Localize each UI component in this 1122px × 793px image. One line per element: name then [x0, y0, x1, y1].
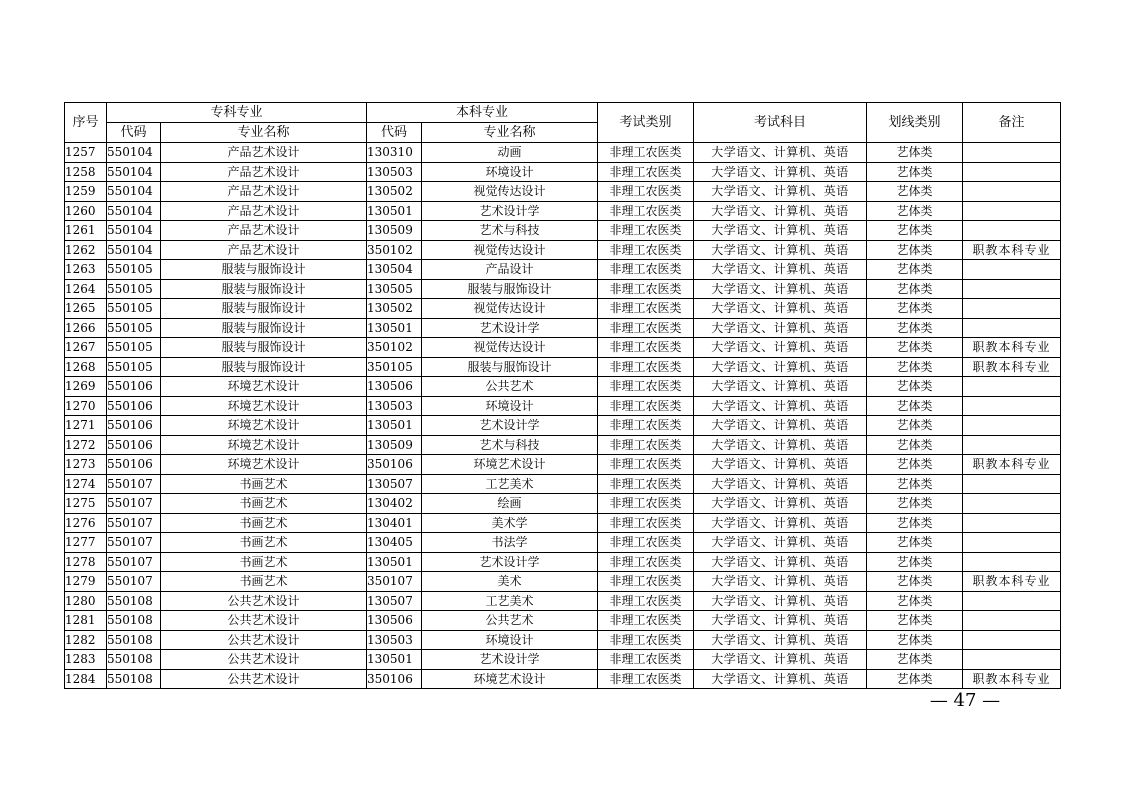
table-row [65, 630, 1061, 650]
row-zhuanke-code: 550105 [107, 279, 161, 299]
row-zhuanke-code: 550106 [107, 416, 161, 436]
table-row [65, 260, 1061, 280]
row-line-type: 艺体类 [867, 474, 963, 494]
row-line-type: 艺体类 [867, 299, 963, 319]
row-zhuanke-name: 产品艺术设计 [161, 221, 367, 241]
row-zhuanke-name: 产品艺术设计 [161, 201, 367, 221]
row-exam-type: 非理工农医类 [598, 338, 694, 358]
row-exam-subjects: 大学语文、计算机、英语 [694, 474, 867, 494]
row-zhuanke-name: 产品艺术设计 [161, 143, 367, 163]
row-line-type: 艺体类 [867, 533, 963, 553]
row-benke-name: 视觉传达设计 [422, 182, 598, 202]
row-zhuanke-code: 550108 [107, 650, 161, 670]
row-exam-subjects: 大学语文、计算机、英语 [694, 240, 867, 260]
row-benke-name: 艺术设计学 [422, 318, 598, 338]
row-benke-name: 书法学 [422, 533, 598, 553]
table-row [65, 435, 1061, 455]
row-exam-subjects: 大学语文、计算机、英语 [694, 416, 867, 436]
row-exam-type: 非理工农医类 [598, 260, 694, 280]
row-zhuanke-name: 环境艺术设计 [161, 416, 367, 436]
row-zhuanke-code: 550105 [107, 299, 161, 319]
row-benke-code: 130509 [367, 221, 422, 241]
row-benke-code: 130501 [367, 318, 422, 338]
row-zhuanke-name: 公共艺术设计 [161, 669, 367, 689]
row-seq: 1261 [65, 221, 107, 241]
row-line-type: 艺体类 [867, 630, 963, 650]
row-line-type: 艺体类 [867, 611, 963, 631]
table-row [65, 318, 1061, 338]
row-line-type: 艺体类 [867, 240, 963, 260]
row-note [963, 533, 1061, 553]
row-line-type: 艺体类 [867, 201, 963, 221]
row-benke-name: 美术学 [422, 513, 598, 533]
row-zhuanke-code: 550107 [107, 533, 161, 553]
row-exam-subjects: 大学语文、计算机、英语 [694, 182, 867, 202]
row-note: 职教本科专业 [963, 357, 1061, 377]
row-zhuanke-code: 550104 [107, 240, 161, 260]
row-benke-name: 艺术与科技 [422, 435, 598, 455]
row-zhuanke-name: 公共艺术设计 [161, 611, 367, 631]
row-exam-subjects: 大学语文、计算机、英语 [694, 591, 867, 611]
row-exam-type: 非理工农医类 [598, 201, 694, 221]
row-note: 职教本科专业 [963, 455, 1061, 475]
row-note [963, 201, 1061, 221]
row-line-type: 艺体类 [867, 377, 963, 397]
row-zhuanke-name: 公共艺术设计 [161, 630, 367, 650]
row-zhuanke-code: 550106 [107, 455, 161, 475]
row-note [963, 318, 1061, 338]
row-seq: 1277 [65, 533, 107, 553]
table-row [65, 669, 1061, 689]
row-note [963, 299, 1061, 319]
row-seq: 1276 [65, 513, 107, 533]
table-row [65, 552, 1061, 572]
row-zhuanke-name: 产品艺术设计 [161, 182, 367, 202]
row-exam-type: 非理工农医类 [598, 611, 694, 631]
row-benke-name: 绘画 [422, 494, 598, 514]
row-seq: 1283 [65, 650, 107, 670]
table-row [65, 396, 1061, 416]
row-exam-subjects: 大学语文、计算机、英语 [694, 221, 867, 241]
row-exam-type: 非理工农医类 [598, 494, 694, 514]
row-seq: 1272 [65, 435, 107, 455]
row-exam-type: 非理工农医类 [598, 650, 694, 670]
row-note [963, 591, 1061, 611]
row-zhuanke-code: 550108 [107, 669, 161, 689]
row-benke-name: 服装与服饰设计 [422, 279, 598, 299]
row-line-type: 艺体类 [867, 357, 963, 377]
row-benke-code: 130503 [367, 396, 422, 416]
table-row [65, 162, 1061, 182]
row-zhuanke-name: 环境艺术设计 [161, 396, 367, 416]
table-row [65, 299, 1061, 319]
row-note [963, 552, 1061, 572]
row-zhuanke-name: 环境艺术设计 [161, 377, 367, 397]
row-note [963, 494, 1061, 514]
row-exam-type: 非理工农医类 [598, 221, 694, 241]
table-body [65, 143, 1061, 689]
row-zhuanke-name: 服装与服饰设计 [161, 318, 367, 338]
row-seq: 1282 [65, 630, 107, 650]
row-exam-subjects: 大学语文、计算机、英语 [694, 435, 867, 455]
row-line-type: 艺体类 [867, 435, 963, 455]
row-seq: 1274 [65, 474, 107, 494]
table-row [65, 572, 1061, 592]
row-seq: 1284 [65, 669, 107, 689]
row-seq: 1257 [65, 143, 107, 163]
row-benke-code: 130503 [367, 162, 422, 182]
row-seq: 1271 [65, 416, 107, 436]
row-zhuanke-code: 550107 [107, 494, 161, 514]
row-zhuanke-code: 550107 [107, 572, 161, 592]
row-exam-type: 非理工农医类 [598, 299, 694, 319]
row-benke-name: 艺术设计学 [422, 650, 598, 670]
row-benke-code: 130506 [367, 377, 422, 397]
row-exam-subjects: 大学语文、计算机、英语 [694, 260, 867, 280]
table-row [65, 650, 1061, 670]
row-note [963, 611, 1061, 631]
row-zhuanke-name: 书画艺术 [161, 494, 367, 514]
row-zhuanke-name: 公共艺术设计 [161, 591, 367, 611]
row-zhuanke-code: 550107 [107, 513, 161, 533]
row-benke-name: 公共艺术 [422, 377, 598, 397]
row-zhuanke-name: 服装与服饰设计 [161, 279, 367, 299]
header-seq: 序号 [65, 103, 107, 143]
row-note [963, 513, 1061, 533]
row-zhuanke-code: 550105 [107, 338, 161, 358]
row-benke-name: 环境艺术设计 [422, 669, 598, 689]
row-zhuanke-code: 550104 [107, 201, 161, 221]
row-zhuanke-code: 550105 [107, 318, 161, 338]
row-benke-code: 350106 [367, 455, 422, 475]
header-benke: 本科专业 [367, 103, 598, 123]
row-zhuanke-name: 公共艺术设计 [161, 650, 367, 670]
row-line-type: 艺体类 [867, 552, 963, 572]
row-zhuanke-code: 550104 [107, 221, 161, 241]
row-zhuanke-code: 550107 [107, 552, 161, 572]
row-seq: 1273 [65, 455, 107, 475]
row-exam-subjects: 大学语文、计算机、英语 [694, 630, 867, 650]
table-row [65, 143, 1061, 163]
header-benke-name: 专业名称 [422, 123, 598, 143]
table-row [65, 455, 1061, 475]
row-zhuanke-code: 550105 [107, 357, 161, 377]
row-zhuanke-name: 环境艺术设计 [161, 435, 367, 455]
row-seq: 1260 [65, 201, 107, 221]
row-note: 职教本科专业 [963, 338, 1061, 358]
row-benke-name: 视觉传达设计 [422, 299, 598, 319]
table-header [65, 103, 1061, 143]
row-exam-type: 非理工农医类 [598, 513, 694, 533]
row-note [963, 182, 1061, 202]
row-line-type: 艺体类 [867, 338, 963, 358]
row-line-type: 艺体类 [867, 396, 963, 416]
row-benke-code: 130501 [367, 552, 422, 572]
row-benke-name: 工艺美术 [422, 474, 598, 494]
row-zhuanke-name: 环境艺术设计 [161, 455, 367, 475]
row-note [963, 279, 1061, 299]
row-note [963, 396, 1061, 416]
row-line-type: 艺体类 [867, 182, 963, 202]
table-row [65, 591, 1061, 611]
row-zhuanke-code: 550105 [107, 260, 161, 280]
row-zhuanke-name: 书画艺术 [161, 552, 367, 572]
row-benke-name: 环境设计 [422, 396, 598, 416]
row-exam-subjects: 大学语文、计算机、英语 [694, 318, 867, 338]
row-benke-name: 美术 [422, 572, 598, 592]
table-row [65, 611, 1061, 631]
row-benke-name: 工艺美术 [422, 591, 598, 611]
row-benke-name: 环境设计 [422, 630, 598, 650]
row-exam-type: 非理工农医类 [598, 552, 694, 572]
row-exam-subjects: 大学语文、计算机、英语 [694, 357, 867, 377]
row-zhuanke-name: 书画艺术 [161, 474, 367, 494]
row-note [963, 416, 1061, 436]
table-row [65, 416, 1061, 436]
row-line-type: 艺体类 [867, 416, 963, 436]
row-line-type: 艺体类 [867, 455, 963, 475]
row-exam-type: 非理工农医类 [598, 591, 694, 611]
row-zhuanke-code: 550106 [107, 377, 161, 397]
row-exam-type: 非理工农医类 [598, 377, 694, 397]
row-exam-subjects: 大学语文、计算机、英语 [694, 650, 867, 670]
row-zhuanke-code: 550108 [107, 611, 161, 631]
row-seq: 1259 [65, 182, 107, 202]
row-exam-type: 非理工农医类 [598, 279, 694, 299]
table-row [65, 474, 1061, 494]
row-note: 职教本科专业 [963, 240, 1061, 260]
row-exam-type: 非理工农医类 [598, 435, 694, 455]
header-exam-subjects: 考试科目 [694, 103, 867, 143]
row-benke-code: 130501 [367, 201, 422, 221]
row-benke-code: 130401 [367, 513, 422, 533]
row-zhuanke-code: 550104 [107, 182, 161, 202]
row-benke-name: 环境设计 [422, 162, 598, 182]
row-exam-type: 非理工农医类 [598, 162, 694, 182]
row-exam-subjects: 大学语文、计算机、英语 [694, 494, 867, 514]
row-seq: 1281 [65, 611, 107, 631]
row-exam-type: 非理工农医类 [598, 572, 694, 592]
row-benke-code: 130501 [367, 650, 422, 670]
major-table [64, 102, 1061, 689]
row-exam-type: 非理工农医类 [598, 182, 694, 202]
row-benke-name: 艺术与科技 [422, 221, 598, 241]
row-benke-name: 视觉传达设计 [422, 338, 598, 358]
row-note [963, 650, 1061, 670]
row-line-type: 艺体类 [867, 318, 963, 338]
row-benke-code: 130503 [367, 630, 422, 650]
row-zhuanke-name: 服装与服饰设计 [161, 260, 367, 280]
row-benke-code: 130502 [367, 299, 422, 319]
row-exam-subjects: 大学语文、计算机、英语 [694, 279, 867, 299]
table-row [65, 513, 1061, 533]
row-zhuanke-name: 书画艺术 [161, 572, 367, 592]
row-benke-code: 350107 [367, 572, 422, 592]
row-line-type: 艺体类 [867, 279, 963, 299]
row-note [963, 630, 1061, 650]
row-exam-subjects: 大学语文、计算机、英语 [694, 338, 867, 358]
row-benke-code: 130501 [367, 416, 422, 436]
table-row [65, 279, 1061, 299]
row-exam-subjects: 大学语文、计算机、英语 [694, 669, 867, 689]
row-benke-name: 服装与服饰设计 [422, 357, 598, 377]
row-exam-subjects: 大学语文、计算机、英语 [694, 513, 867, 533]
row-line-type: 艺体类 [867, 669, 963, 689]
row-note [963, 260, 1061, 280]
row-benke-name: 动画 [422, 143, 598, 163]
row-benke-name: 艺术设计学 [422, 201, 598, 221]
row-seq: 1275 [65, 494, 107, 514]
row-seq: 1258 [65, 162, 107, 182]
table-row [65, 182, 1061, 202]
row-benke-code: 130509 [367, 435, 422, 455]
row-zhuanke-code: 550106 [107, 396, 161, 416]
row-line-type: 艺体类 [867, 221, 963, 241]
row-line-type: 艺体类 [867, 143, 963, 163]
table-row [65, 357, 1061, 377]
row-line-type: 艺体类 [867, 650, 963, 670]
header-note: 备注 [963, 103, 1061, 143]
row-seq: 1268 [65, 357, 107, 377]
row-seq: 1265 [65, 299, 107, 319]
row-zhuanke-code: 550108 [107, 591, 161, 611]
row-benke-code: 350102 [367, 240, 422, 260]
row-exam-subjects: 大学语文、计算机、英语 [694, 533, 867, 553]
row-note [963, 162, 1061, 182]
row-seq: 1280 [65, 591, 107, 611]
row-exam-type: 非理工农医类 [598, 474, 694, 494]
row-exam-type: 非理工农医类 [598, 416, 694, 436]
row-benke-name: 艺术设计学 [422, 552, 598, 572]
row-exam-type: 非理工农医类 [598, 318, 694, 338]
row-line-type: 艺体类 [867, 591, 963, 611]
row-zhuanke-name: 书画艺术 [161, 513, 367, 533]
row-exam-type: 非理工农医类 [598, 357, 694, 377]
row-note [963, 377, 1061, 397]
row-zhuanke-code: 550106 [107, 435, 161, 455]
header-line-type: 划线类别 [867, 103, 963, 143]
row-zhuanke-name: 服装与服饰设计 [161, 338, 367, 358]
row-seq: 1269 [65, 377, 107, 397]
row-benke-name: 产品设计 [422, 260, 598, 280]
row-exam-subjects: 大学语文、计算机、英语 [694, 611, 867, 631]
row-line-type: 艺体类 [867, 513, 963, 533]
row-zhuanke-name: 产品艺术设计 [161, 162, 367, 182]
row-exam-subjects: 大学语文、计算机、英语 [694, 396, 867, 416]
row-zhuanke-name: 书画艺术 [161, 533, 367, 553]
header-exam-type: 考试类别 [598, 103, 694, 143]
row-exam-subjects: 大学语文、计算机、英语 [694, 572, 867, 592]
row-benke-code: 130505 [367, 279, 422, 299]
row-seq: 1278 [65, 552, 107, 572]
row-exam-type: 非理工农医类 [598, 630, 694, 650]
row-seq: 1279 [65, 572, 107, 592]
row-seq: 1266 [65, 318, 107, 338]
row-benke-code: 130502 [367, 182, 422, 202]
row-exam-subjects: 大学语文、计算机、英语 [694, 162, 867, 182]
header-zhuanke-name: 专业名称 [161, 123, 367, 143]
table-row [65, 377, 1061, 397]
row-benke-code: 350102 [367, 338, 422, 358]
row-benke-code: 350105 [367, 357, 422, 377]
row-zhuanke-code: 550107 [107, 474, 161, 494]
row-benke-code: 130506 [367, 611, 422, 631]
table-row [65, 221, 1061, 241]
row-exam-subjects: 大学语文、计算机、英语 [694, 143, 867, 163]
row-zhuanke-code: 550108 [107, 630, 161, 650]
row-exam-type: 非理工农医类 [598, 143, 694, 163]
row-exam-subjects: 大学语文、计算机、英语 [694, 201, 867, 221]
row-zhuanke-name: 服装与服饰设计 [161, 299, 367, 319]
page-number: — 47 — [929, 690, 1001, 711]
row-exam-type: 非理工农医类 [598, 455, 694, 475]
table-row [65, 338, 1061, 358]
row-benke-name: 环境艺术设计 [422, 455, 598, 475]
row-benke-code: 130402 [367, 494, 422, 514]
row-line-type: 艺体类 [867, 572, 963, 592]
row-benke-name: 艺术设计学 [422, 416, 598, 436]
row-line-type: 艺体类 [867, 162, 963, 182]
row-note: 职教本科专业 [963, 572, 1061, 592]
row-exam-subjects: 大学语文、计算机、英语 [694, 552, 867, 572]
table-row [65, 201, 1061, 221]
table-row [65, 494, 1061, 514]
row-note [963, 143, 1061, 163]
row-note: 职教本科专业 [963, 669, 1061, 689]
row-seq: 1263 [65, 260, 107, 280]
row-exam-subjects: 大学语文、计算机、英语 [694, 455, 867, 475]
row-note [963, 435, 1061, 455]
row-benke-code: 130507 [367, 591, 422, 611]
header-benke-code: 代码 [367, 123, 422, 143]
row-line-type: 艺体类 [867, 494, 963, 514]
row-benke-code: 130504 [367, 260, 422, 280]
header-zhuanke: 专科专业 [107, 103, 367, 123]
row-benke-code: 350106 [367, 669, 422, 689]
row-seq: 1267 [65, 338, 107, 358]
row-note [963, 221, 1061, 241]
row-exam-type: 非理工农医类 [598, 240, 694, 260]
row-exam-subjects: 大学语文、计算机、英语 [694, 299, 867, 319]
row-zhuanke-name: 产品艺术设计 [161, 240, 367, 260]
row-benke-code: 130405 [367, 533, 422, 553]
row-exam-type: 非理工农医类 [598, 533, 694, 553]
row-exam-subjects: 大学语文、计算机、英语 [694, 377, 867, 397]
row-benke-code: 130507 [367, 474, 422, 494]
row-zhuanke-code: 550104 [107, 143, 161, 163]
header-zhuanke-code: 代码 [107, 123, 161, 143]
table-row [65, 533, 1061, 553]
row-line-type: 艺体类 [867, 260, 963, 280]
row-zhuanke-code: 550104 [107, 162, 161, 182]
table-row [65, 240, 1061, 260]
row-seq: 1270 [65, 396, 107, 416]
row-exam-type: 非理工农医类 [598, 669, 694, 689]
row-note [963, 474, 1061, 494]
row-seq: 1264 [65, 279, 107, 299]
row-seq: 1262 [65, 240, 107, 260]
row-benke-name: 公共艺术 [422, 611, 598, 631]
row-exam-type: 非理工农医类 [598, 396, 694, 416]
row-benke-name: 视觉传达设计 [422, 240, 598, 260]
row-benke-code: 130310 [367, 143, 422, 163]
row-zhuanke-name: 服装与服饰设计 [161, 357, 367, 377]
